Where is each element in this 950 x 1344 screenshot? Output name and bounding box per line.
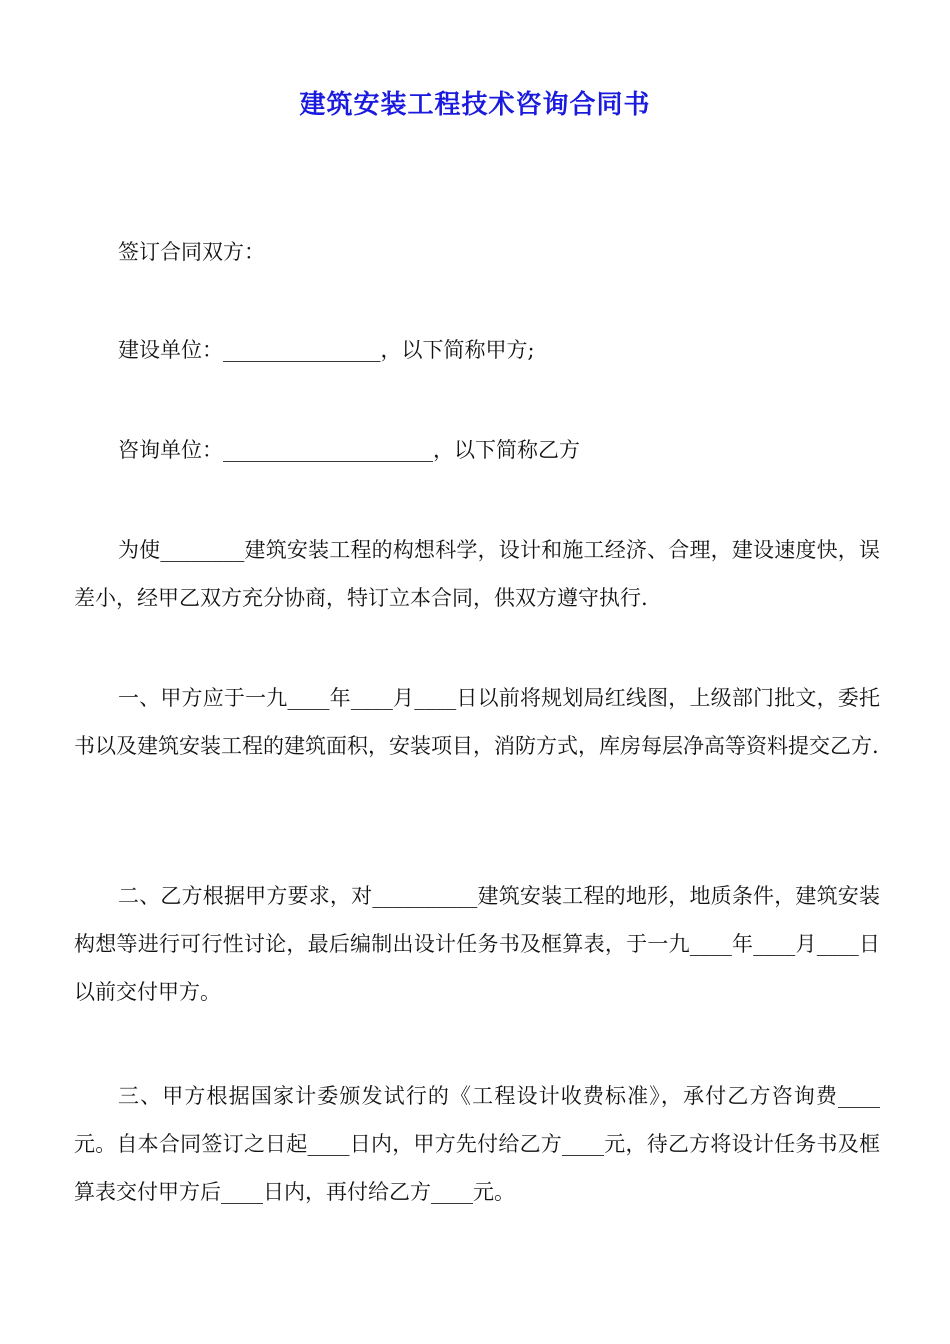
contract-parties-heading: 签订合同双方： (118, 240, 265, 264)
clause-1: 一、甲方应于一九____年____月____日以前将规划局红线图，上级部门批文，委托书以及建筑安装工程的建筑面积，安装项目，消防方式，库房每层净高等资料提交乙方. (74, 686, 880, 758)
document-title: 建筑安装工程技术咨询合同书 (299, 90, 651, 120)
party-a-line: 建设单位：_______________，以下简称甲方; (118, 338, 535, 362)
clause-3: 三、甲方根据国家计委颁发试行的《工程设计收费标准》，承付乙方咨询费____元。自本合同签订之日起____日内，甲方先付给乙方____元，待乙方将设计任务书及框算表交付甲方后____日内，再付给乙方____元。 (74, 1084, 880, 1204)
purpose-paragraph: 为使________建筑安装工程的构想科学，设计和施工经济、合理，建设速度快，误差小，经甲乙双方充分协商，特订立本合同，供双方遵守执行. (74, 538, 880, 610)
clause-2: 二、乙方根据甲方要求，对__________建筑安装工程的地形，地质条件，建筑安装构想等进行可行性讨论，最后编制出设计任务书及框算表，于一九____年____月____日以前交付甲方。 (74, 884, 880, 1004)
party-b-line: 咨询单位：____________________，以下简称乙方 (118, 438, 580, 462)
